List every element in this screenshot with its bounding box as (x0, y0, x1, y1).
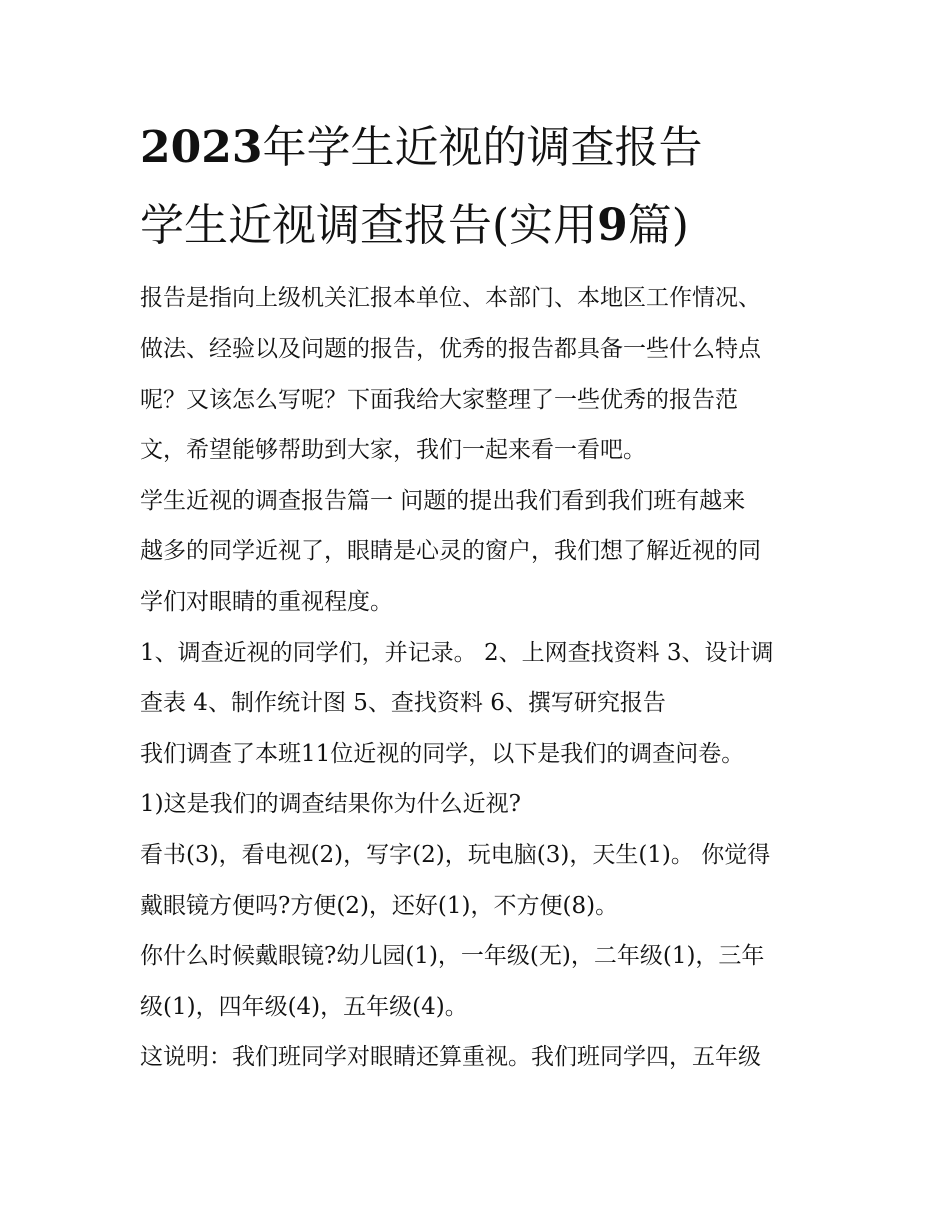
title-line-2-number: 9 (597, 200, 628, 251)
body-line-15: 级(1)，四年级(4)，五年级(4)。 (140, 994, 468, 1020)
body-line-5: 学生近视的调查报告篇一 问题的提出我们看到我们班有越来 (140, 488, 746, 514)
body-line-3: 呢？又该怎么写呢？下面我给大家整理了一些优秀的报告范 (140, 387, 738, 413)
body-line-11: 1)这是我们的调查结果你为什么近视? (140, 791, 521, 817)
title-line-2-text-b: 篇) (627, 200, 689, 251)
body-line-13: 戴眼镜方便吗?方便(2)，还好(1)，不方便(8)。 (140, 893, 619, 919)
body-line-16: 这说明：我们班同学对眼睛还算重视。我们班同学四，五年级 (140, 1044, 761, 1070)
body-line-1: 报告是指向上级机关汇报本单位、本部门、本地区工作情况、 (140, 285, 761, 311)
body-line-12: 看书(3)，看电视(2)，写字(2)，玩电脑(3)，天生(1)。 你觉得 (140, 842, 771, 868)
title-line-2-text-a: 学生近视调查报告(实用 (140, 200, 598, 251)
body-line-10: 我们调查了本班11位近视的同学，以下是我们的调查问卷。 (140, 741, 745, 767)
title-year: 2023 (140, 122, 263, 173)
body-line-7: 学们对眼睛的重视程度。 (140, 589, 393, 615)
document-title-line-2 (140, 196, 820, 256)
document-title-line-1 (140, 118, 820, 178)
body-line-2: 做法、经验以及问题的报告，优秀的报告都具备一些什么特点 (140, 336, 761, 362)
body-line-14: 你什么时候戴眼镜?幼儿园(1)，一年级(无)，二年级(1)，三年 (140, 943, 765, 969)
body-line-4: 文，希望能够帮助到大家，我们一起来看一看吧。 (140, 437, 646, 463)
body-line-6: 越多的同学近视了，眼睛是心灵的窗户，我们想了解近视的同 (140, 538, 761, 564)
title-line-1-text: 年学生近视的调查报告 (262, 122, 703, 173)
body-line-9: 查表 4、制作统计图 5、查找资料 6、撰写研究报告 (140, 690, 666, 716)
body-line-8: 1、调查近视的同学们，并记录。 2、上网查找资料 3、设计调 (140, 640, 774, 666)
